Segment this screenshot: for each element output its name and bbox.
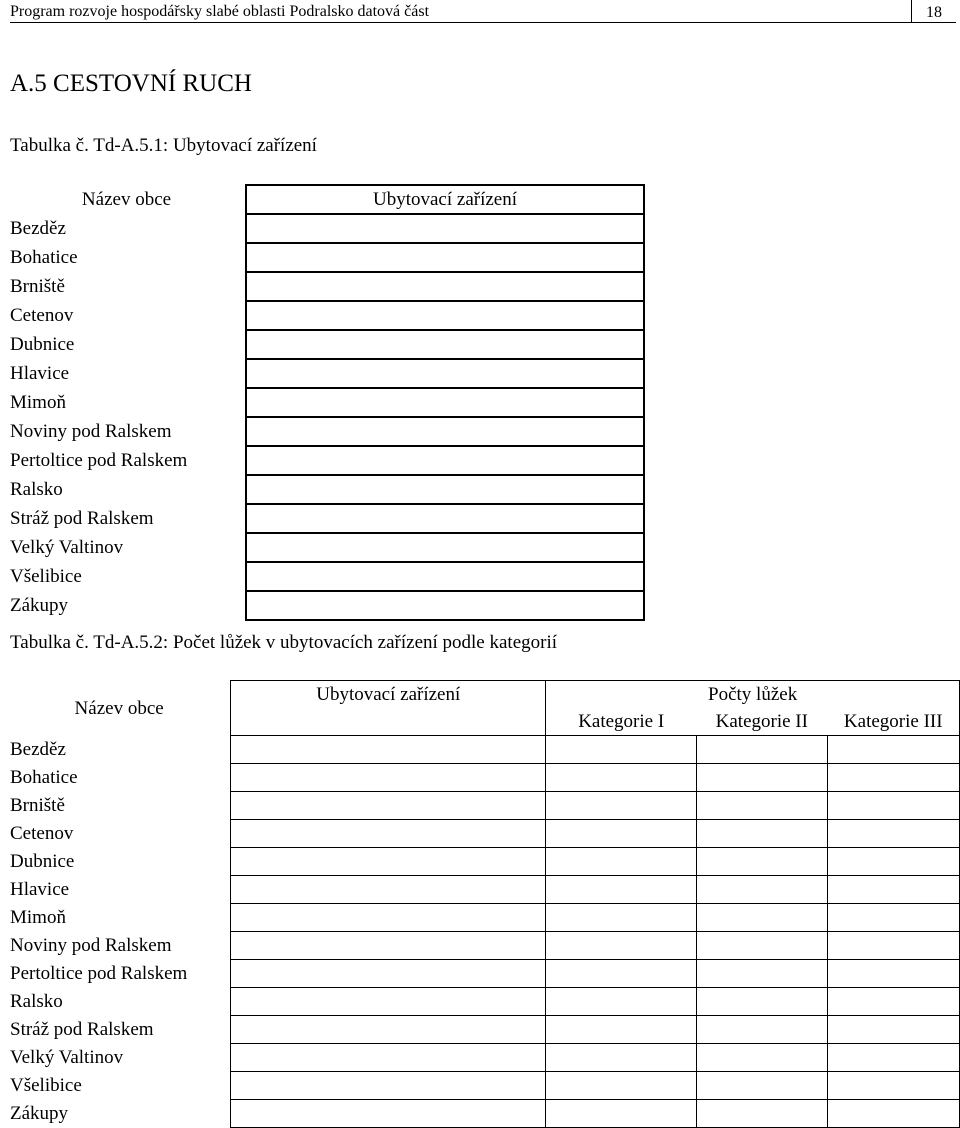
municipality-name: Ralsko	[10, 991, 63, 1012]
category-3-cell	[828, 904, 960, 932]
category-3-cell	[828, 820, 960, 848]
accommodation-cell	[231, 988, 546, 1016]
category-2-cell	[696, 764, 827, 792]
table-row	[8, 792, 960, 820]
accommodation-cell	[246, 533, 644, 562]
accommodation-cell	[246, 359, 644, 388]
municipality-name: Brniště	[10, 276, 65, 297]
accommodation-cell	[246, 301, 644, 330]
table-row	[8, 475, 644, 504]
category-2-cell	[696, 1016, 827, 1044]
accommodation-cell	[246, 562, 644, 591]
column-header-municipality: Název obce	[74, 697, 164, 719]
category-3-cell	[828, 876, 960, 904]
category-3-cell	[828, 1072, 960, 1100]
category-1-cell	[546, 820, 696, 848]
category-2-cell	[696, 820, 827, 848]
table-row	[8, 330, 644, 359]
municipality-name: Dubnice	[10, 334, 75, 355]
municipality-name: Bohatice	[10, 767, 78, 788]
category-3-cell	[828, 932, 960, 960]
column-header-category-2: Kategorie II	[715, 711, 808, 732]
municipality-name: Noviny pod Ralskem	[10, 935, 172, 956]
table-row	[8, 1016, 960, 1044]
category-1-cell	[546, 1044, 696, 1072]
category-1-cell	[546, 1100, 696, 1128]
accommodation-cell	[231, 1100, 546, 1128]
table-row	[8, 988, 960, 1016]
municipality-name: Cetenov	[10, 823, 74, 844]
category-2-cell	[696, 1100, 827, 1128]
accommodation-cell	[231, 1072, 546, 1100]
accommodation-cell	[246, 243, 644, 272]
category-2-cell	[696, 1072, 827, 1100]
municipality-name: Noviny pod Ralskem	[10, 421, 172, 442]
table-header-row	[8, 185, 644, 214]
table-row	[8, 417, 644, 446]
category-3-cell	[828, 1016, 960, 1044]
municipality-name: Všelibice	[10, 566, 82, 587]
category-2-cell	[696, 932, 827, 960]
table-row	[8, 214, 644, 243]
accommodation-cell	[246, 214, 644, 243]
table-row	[8, 960, 960, 988]
table-row	[8, 820, 960, 848]
accommodation-cell	[246, 417, 644, 446]
municipality-name: Hlavice	[10, 879, 70, 900]
municipality-name: Bohatice	[10, 247, 78, 268]
column-header-municipality: Název obce	[81, 189, 172, 210]
category-1-cell	[546, 988, 696, 1016]
table-row	[8, 359, 644, 388]
table-row	[8, 562, 644, 591]
category-1-cell	[546, 792, 696, 820]
table2-caption: Tabulka č. Td-A.5.2: Počet lůžek v ubytovacích zařízení podle kategorií	[10, 632, 558, 653]
accommodation-cell	[231, 904, 546, 932]
table-row	[8, 533, 644, 562]
category-2-cell	[696, 736, 827, 764]
municipality-name: Velký Valtinov	[10, 537, 124, 558]
accommodation-cell	[246, 272, 644, 301]
page-number: 18	[911, 0, 956, 22]
municipality-name: Brniště	[10, 795, 65, 816]
municipality-name: Zákupy	[10, 595, 69, 616]
category-3-cell	[828, 848, 960, 876]
category-2-cell	[696, 904, 827, 932]
municipality-name: Dubnice	[10, 851, 75, 872]
table-row	[8, 848, 960, 876]
category-3-cell	[828, 1100, 960, 1128]
accommodation-cell	[231, 848, 546, 876]
category-2-cell	[696, 876, 827, 904]
table-header-row	[8, 681, 960, 709]
category-3-cell	[828, 988, 960, 1016]
table-row	[8, 736, 960, 764]
column-header-category-1: Kategorie I	[546, 708, 696, 736]
column-header-category-3: Kategorie III	[828, 708, 960, 736]
category-3-cell	[828, 792, 960, 820]
accommodation-cell	[246, 388, 644, 417]
table-row	[8, 388, 644, 417]
accommodation-cell	[246, 475, 644, 504]
table-row	[8, 446, 644, 475]
accommodation-cell	[231, 876, 546, 904]
table-row	[8, 243, 644, 272]
municipality-name: Všelibice	[10, 1075, 82, 1096]
accommodation-cell	[246, 330, 644, 359]
table-row	[8, 876, 960, 904]
accommodation-table	[8, 184, 645, 621]
accommodation-cell	[231, 736, 546, 764]
table-row	[8, 301, 644, 330]
table-row	[8, 932, 960, 960]
municipality-name: Stráž pod Ralskem	[10, 508, 154, 529]
table-row	[8, 1072, 960, 1100]
beds-by-category-table	[8, 680, 960, 1128]
category-1-cell	[546, 876, 696, 904]
column-group-beds: Počty lůžek	[546, 681, 960, 709]
table-row	[8, 272, 644, 301]
municipality-name: Bezděz	[10, 739, 66, 760]
accommodation-cell	[231, 820, 546, 848]
municipality-name: Mimoň	[10, 392, 66, 413]
page-header	[10, 0, 956, 23]
accommodation-cell	[246, 504, 644, 533]
category-1-cell	[546, 736, 696, 764]
municipality-name: Pertoltice pod Ralskem	[10, 963, 188, 984]
category-2-cell	[696, 988, 827, 1016]
category-3-cell	[828, 736, 960, 764]
municipality-name: Mimoň	[10, 907, 66, 928]
accommodation-cell	[231, 1044, 546, 1072]
category-1-cell	[546, 904, 696, 932]
accommodation-cell	[231, 1016, 546, 1044]
category-1-cell	[546, 848, 696, 876]
municipality-name: Hlavice	[10, 363, 70, 384]
accommodation-cell	[246, 591, 644, 620]
municipality-name: Bezděz	[10, 218, 66, 239]
municipality-name: Pertoltice pod Ralskem	[10, 450, 188, 471]
category-1-cell	[546, 960, 696, 988]
table-row	[8, 504, 644, 533]
accommodation-cell	[231, 960, 546, 988]
category-3-cell	[828, 764, 960, 792]
table-row	[8, 1044, 960, 1072]
column-header-accommodation: Ubytovací zařízení	[246, 185, 644, 214]
table-row	[8, 1100, 960, 1128]
municipality-name: Cetenov	[10, 305, 74, 326]
category-2-cell	[696, 848, 827, 876]
category-1-cell	[546, 1016, 696, 1044]
category-2-cell	[696, 1044, 827, 1072]
category-1-cell	[546, 1072, 696, 1100]
accommodation-cell	[231, 764, 546, 792]
municipality-name: Zákupy	[10, 1103, 69, 1124]
table1-caption: Tabulka č. Td-A.5.1: Ubytovací zařízení	[10, 135, 317, 156]
column-header-accommodation: Ubytovací zařízení	[231, 681, 546, 736]
category-3-cell	[828, 960, 960, 988]
municipality-name: Velký Valtinov	[10, 1047, 124, 1068]
category-1-cell	[546, 764, 696, 792]
category-2-cell	[696, 960, 827, 988]
category-3-cell	[828, 1044, 960, 1072]
table-row	[8, 591, 644, 620]
category-2-cell	[696, 792, 827, 820]
table-row	[8, 764, 960, 792]
accommodation-cell	[231, 792, 546, 820]
municipality-name: Stráž pod Ralskem	[10, 1019, 154, 1040]
accommodation-cell	[246, 446, 644, 475]
document-title: Program rozvoje hospodářsky slabé oblasti Podralsko datová část	[10, 3, 430, 20]
table-row	[8, 904, 960, 932]
accommodation-cell	[231, 932, 546, 960]
category-1-cell	[546, 932, 696, 960]
municipality-name: Ralsko	[10, 479, 63, 500]
section-heading: A.5 CESTOVNÍ RUCH	[10, 70, 252, 97]
